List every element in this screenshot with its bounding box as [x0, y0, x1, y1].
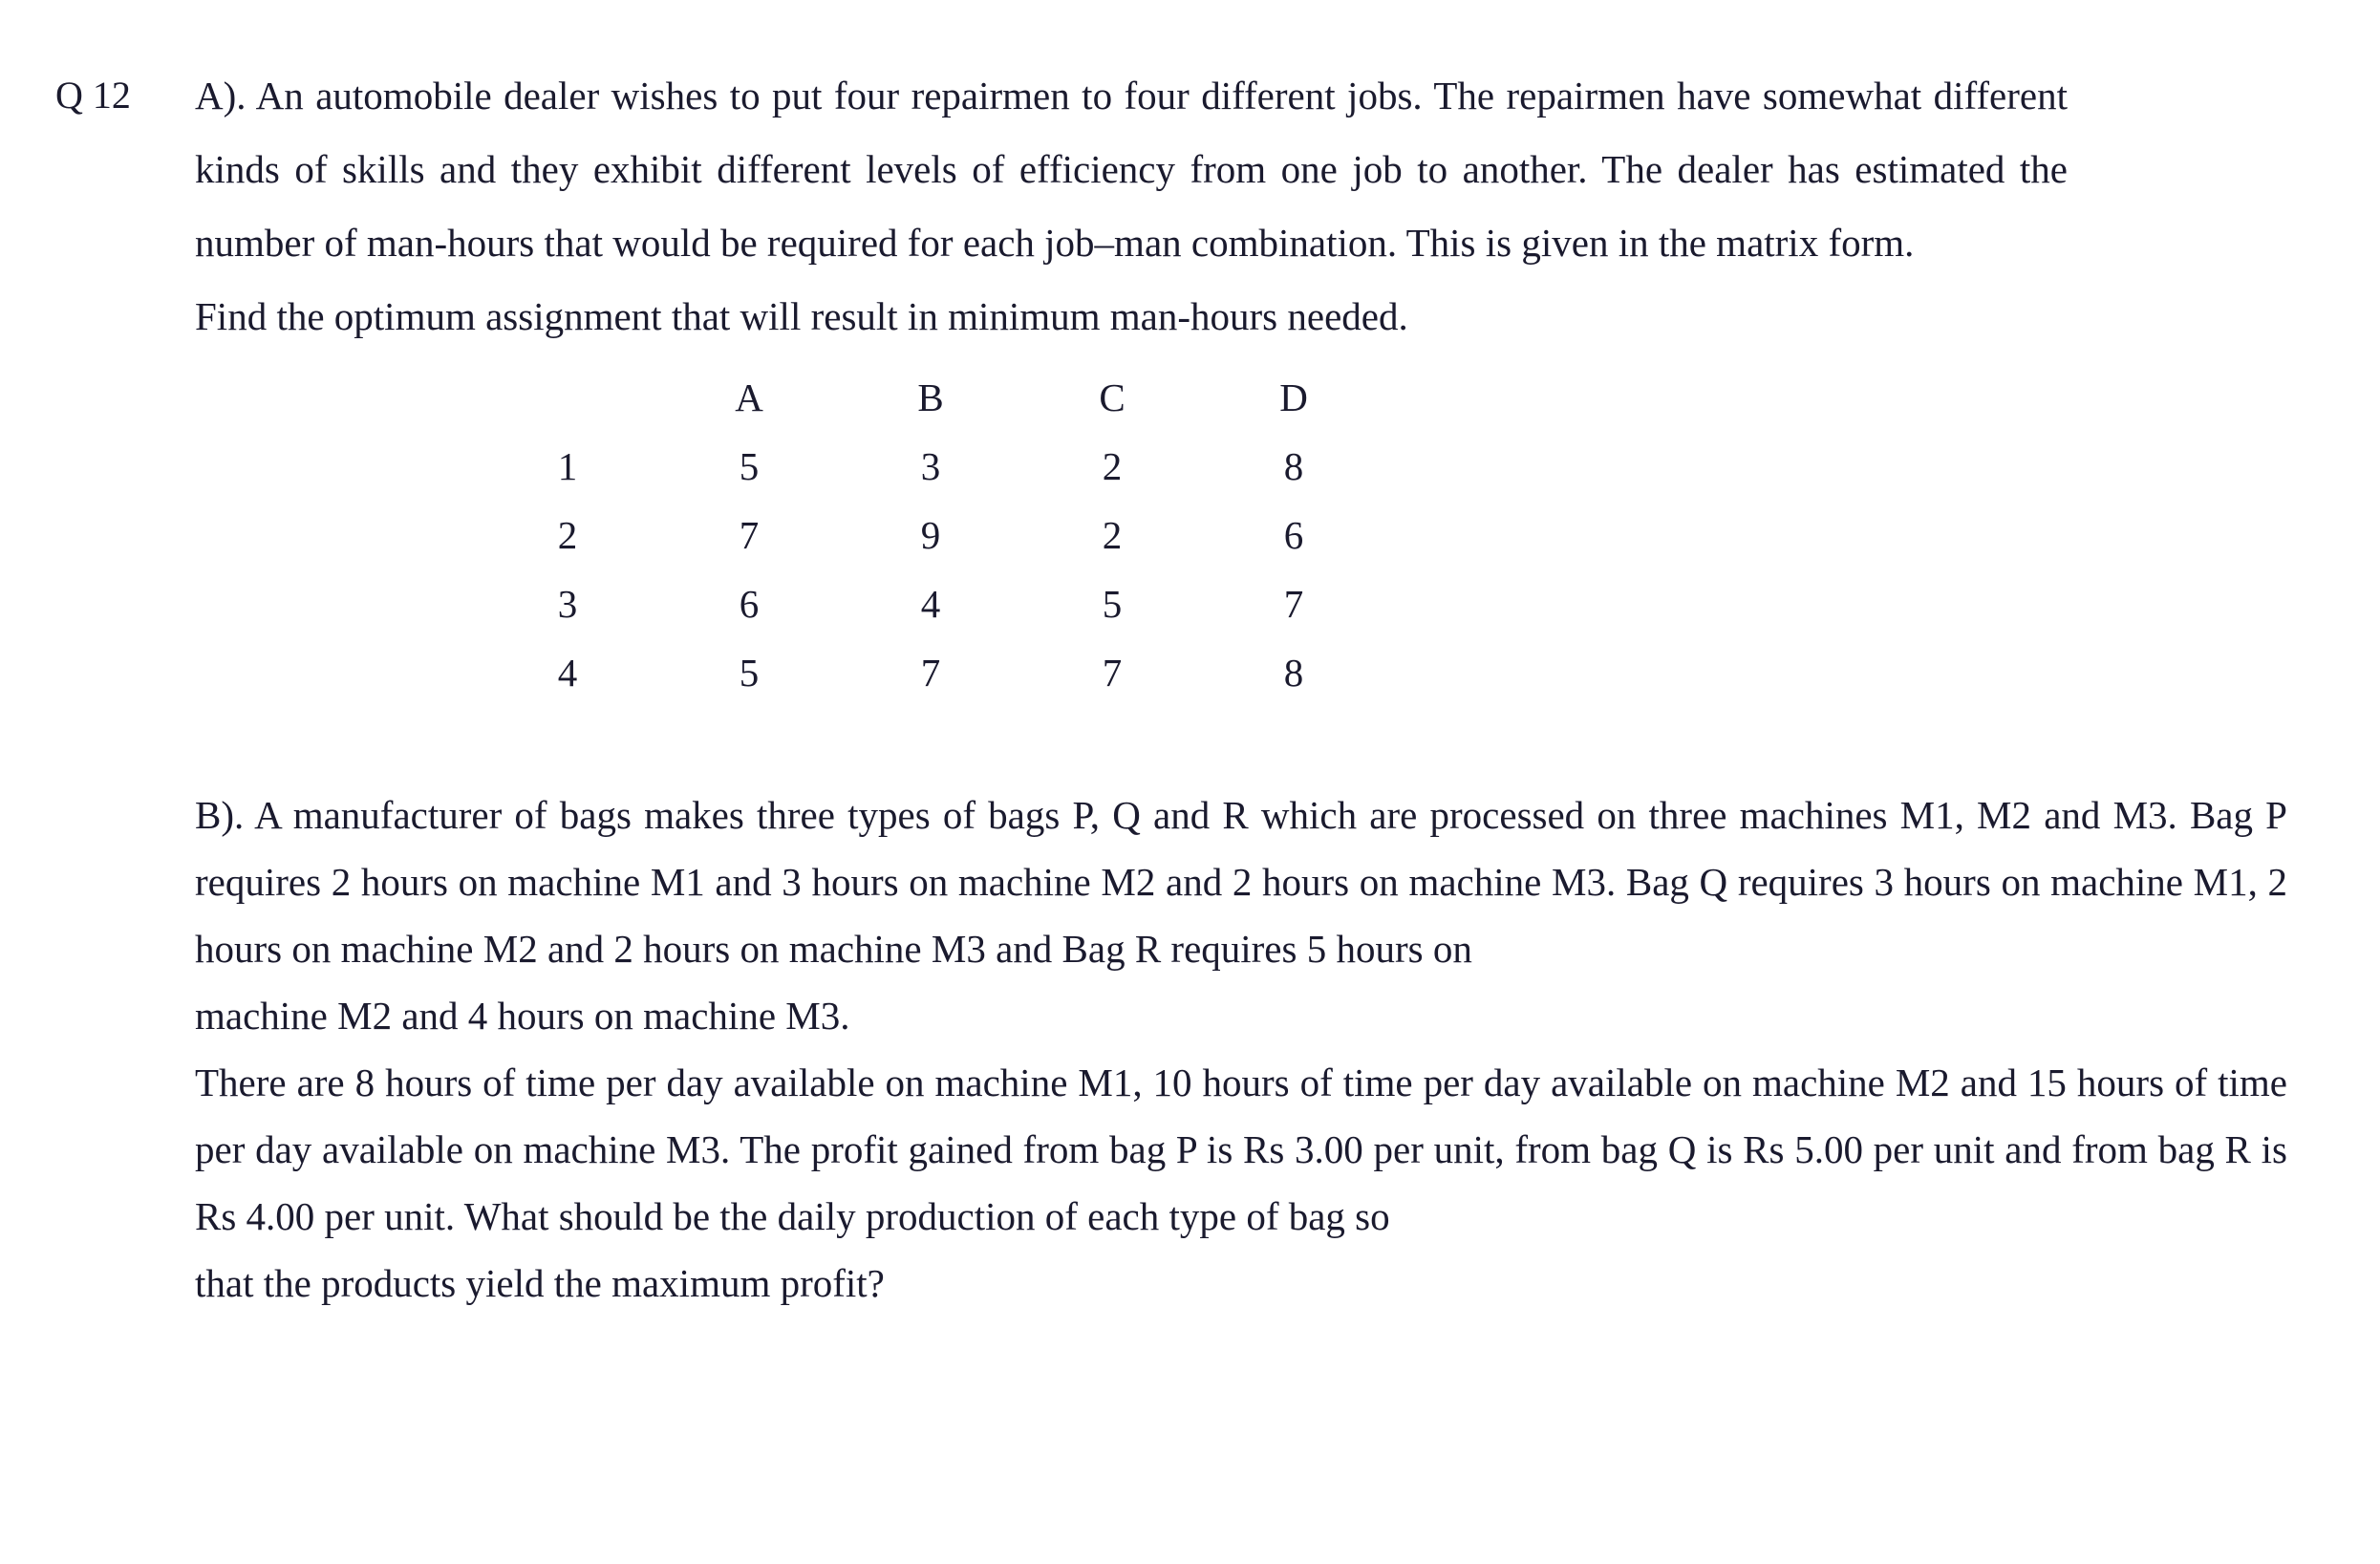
- matrix-col-header-c: C: [1099, 375, 1126, 419]
- table-row: [477, 432, 1384, 501]
- matrix-col-header-a: A: [735, 375, 763, 419]
- matrix-cell: 6: [739, 582, 760, 626]
- matrix-row-label: 1: [557, 444, 578, 488]
- matrix-col-header-b: B: [917, 375, 944, 419]
- part-b-block: [195, 782, 2287, 1317]
- table-row: [477, 501, 1384, 569]
- table-header-row: [477, 363, 1384, 432]
- matrix-cell: 4: [920, 582, 941, 626]
- matrix-cell: 7: [739, 513, 760, 557]
- part-b-paragraph-2-lastline: that the products yield the maximum profit?: [195, 1261, 885, 1305]
- matrix-cell: 5: [1102, 582, 1123, 626]
- matrix-corner-cell: [477, 363, 658, 432]
- matrix-cell: 9: [920, 513, 941, 557]
- part-b-paragraph-1-lastline: machine M2 and 4 hours on machine M3.: [195, 994, 850, 1038]
- matrix-cell: 5: [739, 651, 760, 695]
- cost-matrix-body: [477, 432, 1384, 707]
- matrix-cell: 3: [920, 444, 941, 488]
- question-12-block: [55, 59, 2353, 1317]
- cost-matrix-table: [477, 363, 1384, 707]
- matrix-cell: 2: [1102, 444, 1123, 488]
- matrix-cell: 7: [1283, 582, 1304, 626]
- matrix-cell: 5: [739, 444, 760, 488]
- matrix-row-label: 3: [557, 582, 578, 626]
- part-b-paragraph-2: [195, 1049, 2287, 1317]
- table-row: [477, 638, 1384, 707]
- part-a-body-text: A). An automobile dealer wishes to put four repairmen to four different jobs. The repairmen have somewhat different kinds of skills and they exhibit different levels of efficiency from one job to another. The dealer has estimated the number of man-hours that would be required for each job–man combination. This is given in the matrix form.: [195, 74, 2068, 265]
- matrix-cell: 7: [920, 651, 941, 695]
- part-a-paragraph: [195, 59, 2068, 354]
- part-b-paragraph-1: [195, 782, 2287, 1049]
- part-b-paragraph-2-text: There are 8 hours of time per day available on machine M1, 10 hours of time per day available on machine M2 and 15 hours of time per day available on machine M3. The profit gained from bag P is Rs 3.00 per unit, from bag Q is Rs 5.00 per unit and from bag R is Rs 4.00 per unit. What should be the daily production of each type of bag so: [195, 1061, 2287, 1238]
- matrix-row-label: 2: [557, 513, 578, 557]
- matrix-cell: 6: [1283, 513, 1304, 557]
- matrix-row-label: 4: [557, 651, 578, 695]
- part-b-paragraph-1-text: B). A manufacturer of bags makes three types of bags P, Q and R which are processed on three machines M1, M2 and M3. Bag P requires 2 hours on machine M1 and 3 hours on machine M2 and 2 hours on machine M3. Bag Q requires 3 hours on machine M1, 2 hours on machine M2 and 2 hours on machine M3 and Bag R requires 5 hours on: [195, 793, 2287, 971]
- matrix-cell: 7: [1102, 651, 1123, 695]
- table-row: [477, 569, 1384, 638]
- matrix-cell: 8: [1283, 651, 1304, 695]
- question-number-label: Q 12: [55, 74, 131, 117]
- matrix-cell: 8: [1283, 444, 1304, 488]
- matrix-col-header-d: D: [1279, 375, 1308, 419]
- cost-matrix: [195, 363, 1666, 707]
- cost-matrix-head: [477, 363, 1384, 432]
- matrix-cell: 2: [1102, 513, 1123, 557]
- part-a-instruction-text: Find the optimum assignment that will result in minimum man-hours needed.: [195, 294, 1408, 338]
- question-body: [178, 59, 2353, 1317]
